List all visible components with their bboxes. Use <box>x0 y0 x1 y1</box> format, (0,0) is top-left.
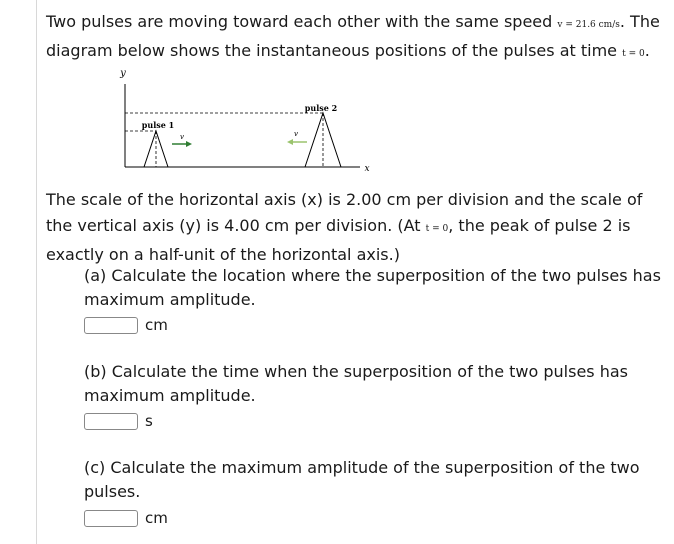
pulse-1-arrowhead <box>186 141 192 147</box>
pulse-2-label: pulse 2 <box>304 103 338 113</box>
answer-c-row <box>84 508 168 528</box>
pulse-diagram <box>110 64 370 176</box>
question-a: (a) Calculate the location where the superposition of the two pulses has maximum amplitude. <box>84 266 661 309</box>
answer-a-unit: cm <box>145 316 168 334</box>
answer-b-input[interactable] <box>84 413 138 430</box>
answer-a-row <box>84 315 168 335</box>
answer-b-unit: s <box>145 412 153 430</box>
time-value: t = 0 <box>622 49 645 59</box>
scale-time-value: t = 0 <box>425 224 449 234</box>
speed-value: v = 21.6 cm/s <box>557 20 620 30</box>
answer-c-input[interactable] <box>84 510 138 527</box>
y-axis-label: y <box>120 68 126 79</box>
intro-text-3: . <box>644 41 650 60</box>
question-c: (c) Calculate the maximum amplitude of the superposition of the two pulses. <box>84 458 640 501</box>
answer-b-row <box>84 411 153 431</box>
answer-a-input[interactable] <box>84 317 138 334</box>
scale-text-1: The scale of the horizontal axis (x) is 2.00 cm per division and the scale of the vertical axis (y) is 4.00 cm per division. (At <box>46 190 643 235</box>
pulse-2-velocity-label: v <box>294 130 298 138</box>
pulse-2-arrowhead <box>287 139 293 145</box>
scale-paragraph <box>46 187 661 268</box>
pulse-1-velocity-label: v <box>180 133 184 141</box>
intro-paragraph <box>46 9 661 67</box>
answer-c-unit: cm <box>145 509 168 527</box>
scale-text-2: , the peak of pulse 2 is exactly on a half-unit of the horizontal axis.) <box>46 216 631 264</box>
intro-text-2: . The diagram below shows the instantaneous positions of the pulses at time <box>46 12 660 60</box>
question-b: (b) Calculate the time when the superposition of the two pulses has maximum amplitude. <box>84 362 628 405</box>
intro-text-1: Two pulses are moving toward each other with the same speed <box>46 12 558 31</box>
x-axis-label: x <box>364 164 370 174</box>
pulse-1-label: pulse 1 <box>141 120 175 130</box>
